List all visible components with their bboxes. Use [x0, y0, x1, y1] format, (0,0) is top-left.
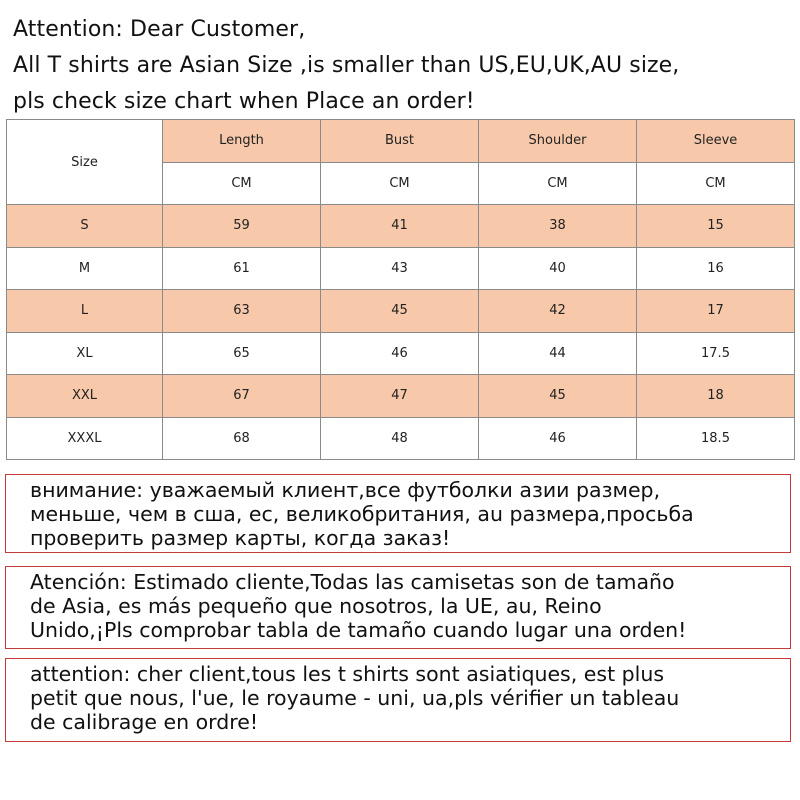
header-line-2: All T shirts are Asian Size ,is smaller than US,EU,UK,AU size,: [13, 53, 680, 78]
unit-cell: CM: [479, 162, 637, 205]
notice-line: меньше, чем в сша, ес, великобритания, au размера,просьба: [30, 502, 694, 526]
value-cell: 18.5: [637, 417, 795, 460]
size-cell: M: [7, 247, 163, 290]
value-cell: 38: [479, 205, 637, 248]
value-cell: 18: [637, 375, 795, 418]
size-cell: XL: [7, 332, 163, 375]
notice-line: petit que nous, l'ue, le royaume - uni, ua,pls vérifier un tableau: [30, 686, 680, 710]
notice-line: Atención: Estimado cliente,Todas las camisetas son de tamaño: [30, 570, 675, 594]
column-header-length: Length: [163, 120, 321, 163]
table-row: [7, 290, 795, 333]
value-cell: 59: [163, 205, 321, 248]
column-header-bust: Bust: [321, 120, 479, 163]
column-header-sleeve: Sleeve: [637, 120, 795, 163]
table-row: [7, 205, 795, 248]
value-cell: 17.5: [637, 332, 795, 375]
spanish-notice: [5, 566, 791, 649]
unit-cell: CM: [321, 162, 479, 205]
size-column-header: Size: [7, 120, 163, 205]
unit-cell: CM: [637, 162, 795, 205]
value-cell: 16: [637, 247, 795, 290]
notice-line: de Asia, es más pequeño que nosotros, la UE, au, Reino: [30, 594, 602, 618]
unit-cell: CM: [163, 162, 321, 205]
attention-header: [13, 12, 793, 120]
value-cell: 41: [321, 205, 479, 248]
size-cell: L: [7, 290, 163, 333]
notice-line: attention: cher client,tous les t shirts sont asiatiques, est plus: [30, 662, 664, 686]
value-cell: 65: [163, 332, 321, 375]
french-notice: [5, 658, 791, 742]
value-cell: 48: [321, 417, 479, 460]
value-cell: 68: [163, 417, 321, 460]
size-cell: XXL: [7, 375, 163, 418]
value-cell: 67: [163, 375, 321, 418]
header-line-1: Attention: Dear Customer,: [13, 17, 306, 42]
value-cell: 15: [637, 205, 795, 248]
value-cell: 46: [479, 417, 637, 460]
value-cell: 44: [479, 332, 637, 375]
value-cell: 61: [163, 247, 321, 290]
table-row: [7, 375, 795, 418]
notice-line: проверить размер карты, когда заказ!: [30, 526, 451, 550]
table-row: [7, 247, 795, 290]
value-cell: 43: [321, 247, 479, 290]
value-cell: 46: [321, 332, 479, 375]
table-header-row: [7, 120, 795, 163]
notice-line: внимание: уважаемый клиент,все футболки азии размер,: [30, 478, 661, 502]
value-cell: 63: [163, 290, 321, 333]
value-cell: 45: [321, 290, 479, 333]
header-line-3: pls check size chart when Place an order!: [13, 89, 475, 114]
column-header-shoulder: Shoulder: [479, 120, 637, 163]
size-cell: XXXL: [7, 417, 163, 460]
size-chart-table: [6, 119, 795, 460]
value-cell: 40: [479, 247, 637, 290]
notice-line: de calibrage en ordre!: [30, 710, 259, 734]
value-cell: 45: [479, 375, 637, 418]
size-cell: S: [7, 205, 163, 248]
value-cell: 42: [479, 290, 637, 333]
value-cell: 47: [321, 375, 479, 418]
notice-line: Unido,¡Pls comprobar tabla de tamaño cuando lugar una orden!: [30, 618, 687, 642]
table-row: [7, 417, 795, 460]
table-row: [7, 332, 795, 375]
value-cell: 17: [637, 290, 795, 333]
russian-notice: [5, 474, 791, 553]
